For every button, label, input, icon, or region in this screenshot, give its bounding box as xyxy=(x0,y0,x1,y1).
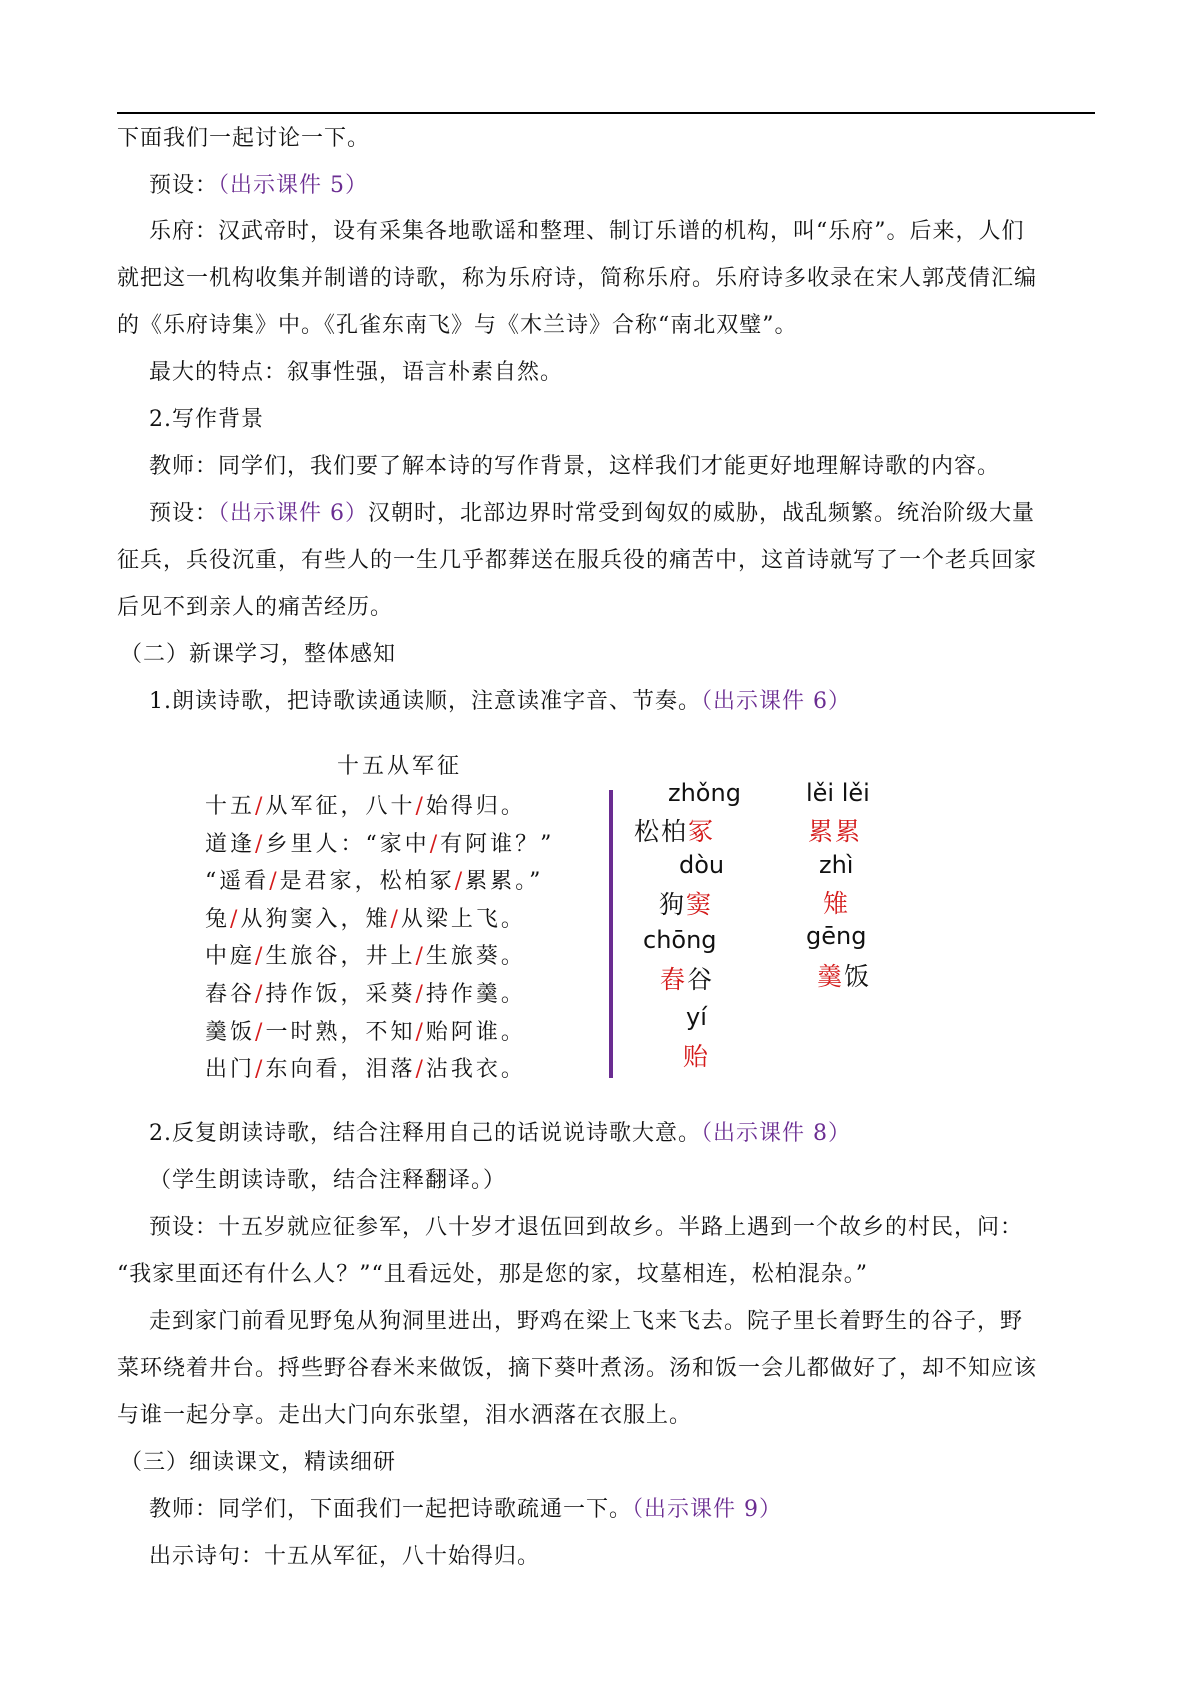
text-run: 征兵，兵役沉重，有些人的一生几乎都葬送在服兵役的痛苦中，这首诗就写了一个老兵回家 xyxy=(117,548,1038,573)
pinyin: yí xyxy=(686,1003,707,1031)
rhythm-slash: / xyxy=(255,981,266,1007)
poem-segment: 持作羹。 xyxy=(425,981,526,1007)
text-run: “我家里面还有什么人？”“且看远处，那是您的家，坟墓相连，松柏混杂。” xyxy=(117,1262,868,1287)
rhythm-slash: / xyxy=(415,794,426,819)
courseware-ref: （出示课件 6） xyxy=(701,689,851,714)
annotated-word: 雉 xyxy=(823,889,851,918)
text-run: 预设： xyxy=(149,501,219,526)
poem-segment: 羹饭 xyxy=(205,1019,256,1045)
courseware-ref: （出示课件 9） xyxy=(632,1497,783,1522)
text-line xyxy=(117,1401,692,1431)
text-run: 下面我们一起讨论一下。 xyxy=(117,126,371,151)
poem-text xyxy=(205,788,554,1089)
section-heading xyxy=(120,1448,396,1478)
rhythm-slash: / xyxy=(415,944,426,970)
poem-segment: 出门 xyxy=(205,1057,256,1083)
text-run: 走到家门前看见野兔从狗洞里进出，野鸡在梁上飞来飞去。院子里长着野生的谷子，野 xyxy=(149,1309,1024,1334)
text-line xyxy=(117,264,1037,294)
text-line xyxy=(117,311,798,341)
poem-segment: 生旅葵。 xyxy=(425,944,526,970)
text-line xyxy=(117,1354,1037,1384)
annotated-word: 累累 xyxy=(808,817,863,846)
text-line xyxy=(117,546,1037,576)
text-line xyxy=(117,1260,868,1290)
poem-segment: 贻阿谁。 xyxy=(425,1019,526,1045)
rhythm-slash: / xyxy=(255,1057,266,1083)
poem-line xyxy=(205,826,554,864)
annotated-word: 贻 xyxy=(683,1042,711,1071)
poem-line xyxy=(205,1014,554,1052)
text-run: （二）新课学习，整体感知 xyxy=(120,642,397,667)
rhythm-slash: / xyxy=(415,1019,426,1045)
text-line xyxy=(149,1307,1023,1337)
text-run: （三）细读课文，精读细研 xyxy=(120,1450,397,1475)
poem-segment: 道逢 xyxy=(205,831,256,857)
text-run: 预设： xyxy=(149,173,219,198)
pinyin: gēng xyxy=(806,922,867,950)
poem-segment: 沾我衣。 xyxy=(425,1057,526,1083)
text-run: 预设：十五岁就应征参军，八十岁才退伍回到故乡。半路上遇到一个故乡的村民，问： xyxy=(149,1215,1024,1240)
text-run: 乐府：汉武帝时，设有采集各地歌谣和整理、制订乐谱的机构，叫“乐府”。后来，人们 xyxy=(149,219,1025,244)
rhythm-slash: / xyxy=(269,869,280,895)
text-run: 最大的特点：叙事性强，语言朴素自然。 xyxy=(149,360,564,385)
text-line xyxy=(149,405,264,435)
rhythm-slash: / xyxy=(255,831,266,857)
text-line xyxy=(149,358,563,388)
poem-segment: 是君家，松柏冢 xyxy=(279,869,455,895)
rhythm-slash: / xyxy=(230,906,241,932)
text-run: 就把这一机构收集并制谱的诗歌，称为乐府诗，简称乐府。乐府诗多收录在宋人郭茂倩汇编 xyxy=(117,266,1038,291)
section-heading xyxy=(120,640,396,670)
text-run: （学生朗读诗歌，结合注释翻译。） xyxy=(149,1168,507,1193)
text-line xyxy=(149,1495,782,1525)
poem-divider xyxy=(609,790,613,1078)
text-run: 菜环绕着井台。捋些野谷舂米来做饭，摘下葵叶煮汤。汤和饭一会儿都做好了，却不知应该 xyxy=(117,1356,1038,1381)
rhythm-slash: / xyxy=(255,944,266,970)
poem-segment: 从狗窦入，雉 xyxy=(240,906,391,932)
text-line xyxy=(149,217,1025,247)
poem-segment: 持作饭，采葵 xyxy=(265,981,416,1007)
poem-segment: 中庭 xyxy=(205,944,256,970)
poem-line xyxy=(205,938,554,976)
text-run: 出示诗句：十五从军征，八十始得归。 xyxy=(149,1544,541,1569)
poem-segment: 从军征，八十 xyxy=(265,794,416,819)
rhythm-slash: / xyxy=(415,1057,426,1083)
rhythm-slash: / xyxy=(415,981,426,1007)
text-run: 2.反复朗读诗歌，结合注释用自己的话说说诗歌大意。 xyxy=(149,1121,701,1146)
text-run: 2.写作背景 xyxy=(149,407,264,432)
text-line xyxy=(149,687,851,717)
poem-segment: 从梁上飞。 xyxy=(400,906,526,932)
rhythm-slash: / xyxy=(255,1019,266,1045)
courseware-ref: （出示课件 8） xyxy=(701,1121,851,1146)
poem-segment: 始得归。 xyxy=(425,794,526,819)
poem-segment: “遥看 xyxy=(205,869,270,895)
courseware-ref: （出示课件 5） xyxy=(218,173,369,198)
poem-segment: 兔 xyxy=(205,906,231,932)
annotated-word: 舂谷 xyxy=(660,965,715,994)
text-run: 后见不到亲人的痛苦经历。 xyxy=(117,595,394,620)
header-rule xyxy=(117,112,1095,114)
poem-segment: 一时熟，不知 xyxy=(265,1019,416,1045)
poem-line xyxy=(205,1051,554,1089)
pinyin: dòu xyxy=(679,851,725,879)
poem-line xyxy=(205,976,554,1014)
text-line xyxy=(149,1213,1023,1243)
annotated-word: 羹饭 xyxy=(817,962,872,991)
pinyin: lěi lěi xyxy=(806,779,870,807)
rhythm-slash: / xyxy=(255,794,266,819)
pinyin: zhì xyxy=(819,851,854,879)
poem-segment: 乡里人：“家中 xyxy=(265,831,430,857)
text-line xyxy=(117,124,370,154)
poem-line xyxy=(205,863,554,901)
text-line xyxy=(117,593,393,623)
poem-line xyxy=(205,788,554,826)
poem-segment: 舂谷 xyxy=(205,981,256,1007)
annotated-word: 狗窦 xyxy=(659,890,714,919)
text-line xyxy=(149,171,368,201)
text-line xyxy=(149,1119,851,1149)
text-run: 教师：同学们，我们要了解本诗的写作背景，这样我们才能更好地理解诗歌的内容。 xyxy=(149,454,1001,479)
text-run: 的《乐府诗集》中。《孔雀东南飞》与《木兰诗》合称“南北双璧”。 xyxy=(117,313,798,338)
pinyin: zhǒng xyxy=(668,779,741,807)
text-line xyxy=(149,452,1000,482)
text-run: 1.朗读诗歌，把诗歌读通读顺，注意读准字音、节奏。 xyxy=(149,689,701,714)
text-run: 与谁一起分享。走出大门向东张望，泪水洒落在衣服上。 xyxy=(117,1403,693,1428)
poem-segment: 东向看，泪落 xyxy=(265,1057,416,1083)
pinyin: chōng xyxy=(643,926,717,954)
text-line xyxy=(149,1166,506,1196)
poem-title: 十五从军征 xyxy=(337,754,463,779)
poem-segment: 累累。” xyxy=(465,869,544,895)
text-line xyxy=(149,499,1035,529)
rhythm-slash: / xyxy=(390,906,401,932)
annotated-word: 松柏冢 xyxy=(634,817,716,846)
rhythm-slash: / xyxy=(454,869,466,895)
poem-segment: 生旅谷，井上 xyxy=(265,944,416,970)
courseware-ref: （出示课件 6） xyxy=(218,501,369,526)
poem-segment: 有阿谁？” xyxy=(440,831,555,857)
text-line xyxy=(149,1542,540,1572)
text-run: 汉朝时，北部边界时常受到匈奴的威胁，战乱频繁。统治阶级大量 xyxy=(368,501,1036,526)
poem-segment: 十五 xyxy=(205,794,256,819)
rhythm-slash: / xyxy=(429,831,441,857)
text-run: 教师：同学们，下面我们一起把诗歌疏通一下。 xyxy=(149,1497,633,1522)
poem-line xyxy=(205,901,554,939)
